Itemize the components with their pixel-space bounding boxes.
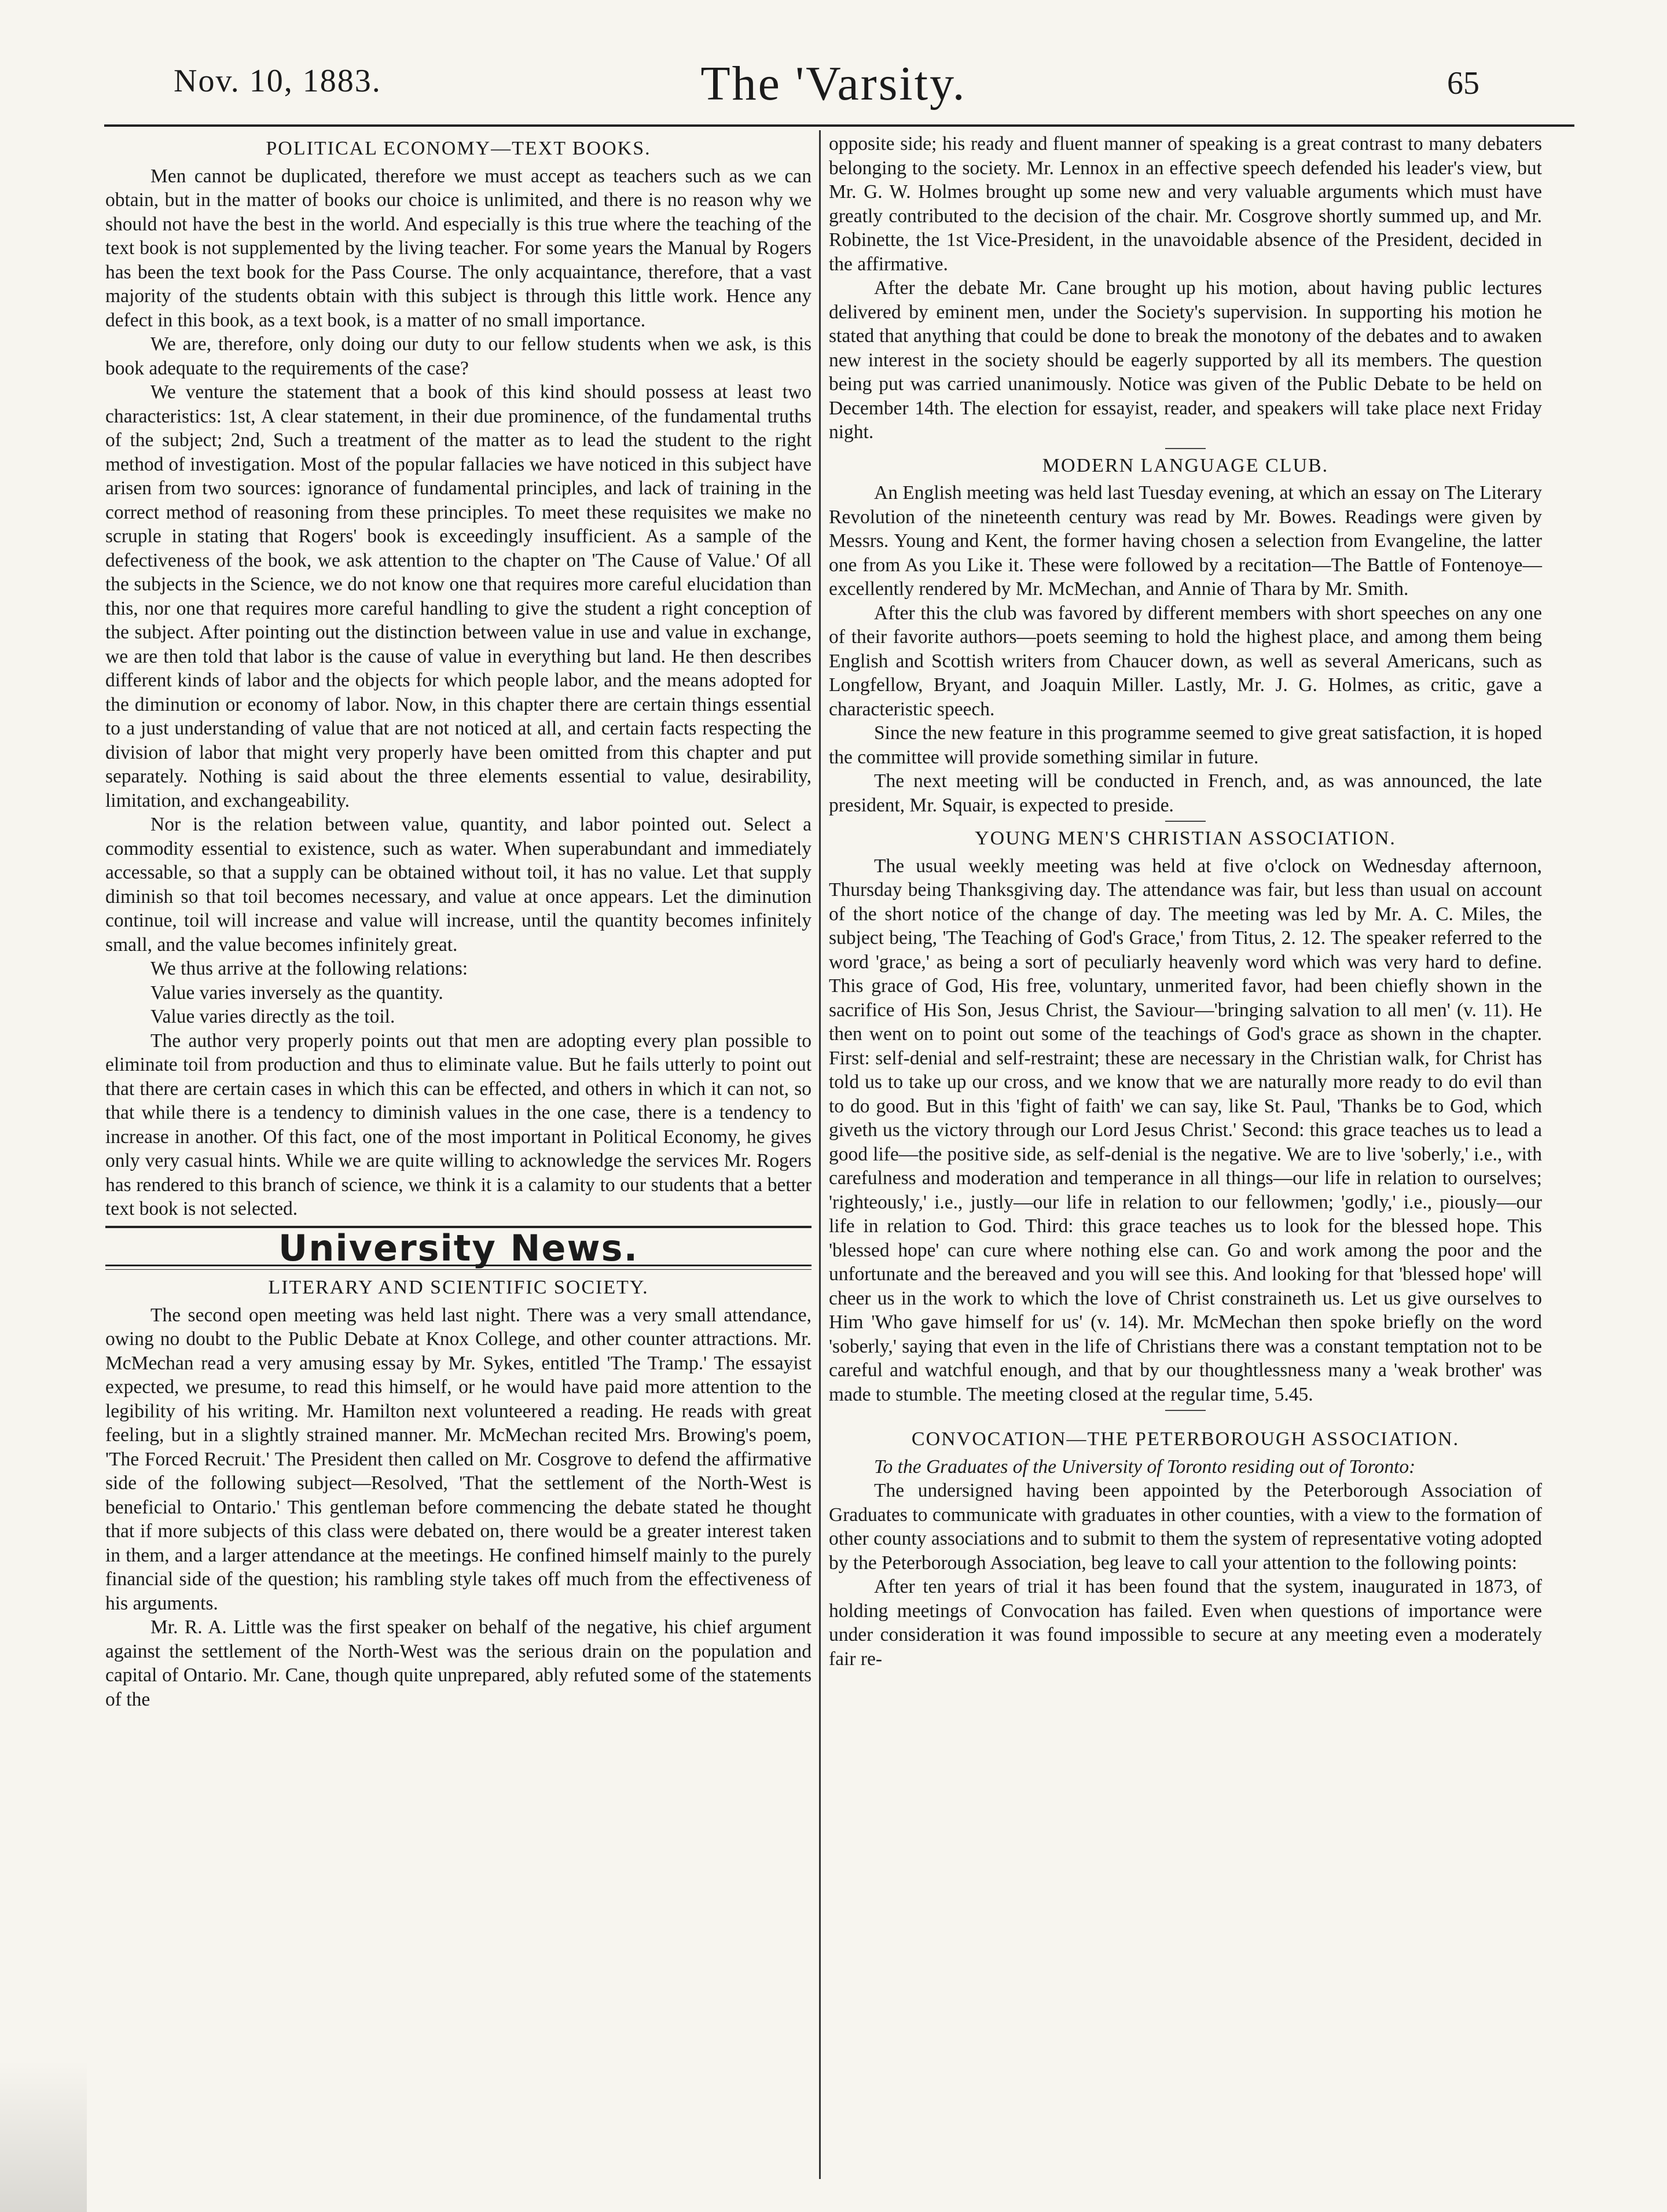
political-economy-heading: POLITICAL ECONOMY—TEXT BOOKS. <box>266 138 651 159</box>
salutation: To the Graduates of the University of Toronto residing out of Toronto: <box>874 1456 1416 1478</box>
modern-language-club-heading: MODERN LANGUAGE CLUB. <box>1042 454 1329 476</box>
article-paragraph: The next meeting will be conducted in French, and, as was announced, the late president, Mr. Squair, is expected to preside. <box>829 770 1542 816</box>
separator-rule <box>1165 821 1206 822</box>
convocation-heading: CONVOCATION—THE PETERBOROUGH ASSOCIATION. <box>911 1428 1460 1450</box>
article-paragraph: After this the club was favored by different members with short speeches on any one of their favorite authors—poets seeming to hold the highest place, and among them being English and Scottish writers from Chaucer down, as well as several Americans, such as Longfellow, Bryant, and Joaquin Miller. Lastly, Mr. J. G. Holmes, as critic, gave a characteristic speech. <box>829 602 1542 720</box>
article-paragraph: The undersigned having been appointed by the Peterborough Association of Graduates to communicate with graduates in other counties, with a view to the formation of other county associations and to submit to them the system of representative voting adopted by the Peterborough Association, beg leave to call your attention to the following points: <box>829 1480 1542 1574</box>
university-news-banner: University News. <box>278 1226 639 1269</box>
masthead <box>0 0 1667 133</box>
publication-title: The 'Varsity. <box>700 57 967 111</box>
relation-line: We thus arrive at the following relations: <box>150 958 468 979</box>
right-column <box>829 132 1542 1671</box>
separator-rule <box>1165 448 1206 449</box>
relation-line: Value varies inversely as the quantity. <box>150 982 443 1004</box>
article-paragraph: After ten years of trial it has been found that the system, inaugurated in 1873, of holding meetings of Convocation has failed. Even when questions of importance were under consideration it was found impossible to secure at any meeting even a moderately fair re- <box>829 1576 1542 1670</box>
article-paragraph: The second open meeting was held last night. There was a very small attendance, owing no doubt to the Public Debate at Knox College, and other counter attractions. Mr. McMechan read a very amusing essay by Mr. Sykes, entitled 'The Tramp.' The essayist expected, we presume, to read this himself, or he would have paid more attention to the legibility of his writing. Mr. Hamilton next volunteered a reading. He reads with great feeling, but in a slightly strained manner. Mr. McMechan recited Mrs. Browing's poem, 'The Forced Recruit.' The President then called on Mr. Cosgrove to defend the affirmative side of the following subject—Resolved, 'That the settlement of the North-West is beneficial to Ontario.' This gentleman before commencing the debate stated he thought that if more subjects of this class were debated on, there would be a greater interest taken in them, and a larger attendance at the meetings. He confined himself mainly to the purely financial side of the question; his rambling style takes off much from the effectiveness of his arguments. <box>105 1304 812 1614</box>
article-paragraph: The usual weekly meeting was held at five o'clock on Wednesday afternoon, Thursday being Thanksgiving day. The attendance was fair, but less than usual on account of the short notice of the change of day. The meeting was led by Mr. A. C. Miles, the subject being, 'The Teaching of God's Grace,' from Titus, 2. 12. The speaker referred to the word 'grace,' as being a sort of peculiarly heavenly word which was very hard to define. This grace of God, His free, voluntary, unmerited favor, had been chiefly shown in the sacrifice of His Son, Jesus Christ, the Saviour—'bringing salvation to all men' (v. 11). He then went on to point out some of the teachings of God's grace as shown in the chapter. First: self-denial and self-restraint; these are necessary in the Christian walk, for Christ has told us to take up our cross, and we know that we are naturally more ready to do evil than to do good. But in this 'fight of faith' we can say, like St. Paul, 'Thanks be to God, which giveth us the victory through our Lord Jesus Christ.' Second: this grace teaches us to lead a good life—the positive side, as self-denial is the negative. We are to live 'soberly,' i.e., with carefulness and moderation and temperance in all things—our life in relation to ourselves; 'righteously,' i.e., justly—our life in relation to our fellowmen; 'godly,' i.e., piously—our life in relation to God. Third: this grace teaches us to look for the blessed hope. This 'blessed hope' can cure where nothing else can. Go and work among the poor and the unfortunate and the bereaved and you will see this. And looking for that 'blessed hope' will cheer us in the work to which the love of Christ constraineth us. Let us give ourselves to Him 'Who gave himself for us' (v. 14). Mr. McMechan then spoke briefly on the word 'soberly,' saying that even in the life of Christians there was a constant temptation not to be careful and watchful enough, and that by our thoughtlessness many a 'weak brother' was made to stumble. The meeting closed at the regular time, 5.45. <box>829 855 1542 1405</box>
article-paragraph: We are, therefore, only doing our duty to our fellow students when we ask, is this book adequate to the requirements of the case? <box>105 333 812 379</box>
separator-rule <box>1165 1410 1206 1411</box>
article-paragraph: Nor is the relation between value, quantity, and labor pointed out. Select a commodity essential to existence, such as water. When superabundant and immediately accessable, so that a supply can be obtained without toil, it has no value. Let that supply diminish so that toil becomes necessary, and value at once appears. Let the diminution continue, toil will increase and value will increase, until the quantity becomes infinitely small, and the value becomes infinitely great. <box>105 814 812 956</box>
page-number: 65 <box>1447 65 1479 101</box>
article-paragraph: After the debate Mr. Cane brought up his motion, about having public lectures delivered by eminent men, under the Society's supervision. In supporting his motion he stated that anything that could be done to break the monotony of the debates and to awaken new interest in the society should be eagerly supported by all its members. The question being put was carried unanimously. Notice was given of the Public Debate to be held on December 14th. The election for essayist, reader, and speakers will take place next Friday night. <box>829 277 1542 443</box>
issue-date: Nov. 10, 1883. <box>174 63 381 99</box>
article-paragraph: We venture the statement that a book of this kind should possess at least two characteristics: 1st, A clear statement, in their due prominence, of the fundamental truths of the subject; 2nd, Such a treatment of the matter as to lead the student to the right method of investigation. Most of the popular fallacies we have noticed in this subject have arisen from two sources: ignorance of fundamental principles, and lack of training in the correct method of reasoning from these principles. To meet these requisites we make no scruple in stating that Rogers' book is exceedingly insufficient. As a sample of the defectiveness of the book, we ask attention to the chapter on 'The Cause of Value.' Of all the subjects in the Science, we do not know one that requires more careful elucidation than this, nor one that requires more careful handling to give the student a right conception of the subject. After pointing out the distinction between value in use and value in exchange, we are then told that labor is the cause of value in everything but land. He then describes different kinds of labor and the objects for which people labor, and the means adopted for the diminution or economy of labor. Now, in this chapter there are certain things essential to a just understanding of value that are not noticed at all, and certain facts respecting the division of labor that might very properly have been omitted from this chapter and put separately. Nothing is said about the three elements essential to value, desirability, limitation, and exchangeability. <box>105 381 812 811</box>
column-divider <box>819 130 821 2179</box>
relation-line: Value varies directly as the toil. <box>150 1006 395 1027</box>
article-paragraph: An English meeting was held last Tuesday evening, at which an essay on The Literary Revolution of the nineteenth century was read by Mr. Bowes. Readings were given by Messrs. Young and Kent, the former having chosen a selection from Evangeline, the latter one from As you Like it. These were followed by a recitation—The Battle of Fontenoye—excellently rendered by Mr. McMechan, and Annie of Thara by Mr. Smith. <box>829 482 1542 600</box>
page-edge-shadow <box>0 2060 87 2212</box>
literary-society-heading: LITERARY AND SCIENTIFIC SOCIETY. <box>268 1277 649 1298</box>
left-column <box>105 132 812 1711</box>
article-paragraph: Mr. R. A. Little was the first speaker on behalf of the negative, his chief argument against the settlement of the North-West was the serious drain on the population and capital of Ontario. Mr. Cane, though quite unprepared, ably refuted some of the statements of the <box>105 1616 812 1710</box>
article-paragraph: The author very properly points out that men are adopting every plan possible to eliminate toil from production and thus to eliminate value. But he fails utterly to point out that there are certain cases in which this can be effected, and others in which it can not, so that while there is a tendency to diminish values in the one case, there is a tendency to increase in another. Of this fact, one of the most important in Political Economy, he gives only very casual hints. While we are quite willing to acknowledge the services Mr. Rogers has rendered to this branch of science, we think it is a calamity to our students that a better text book is not selected. <box>105 1030 812 1219</box>
article-paragraph: opposite side; his ready and fluent manner of speaking is a great contrast to many debaters belonging to the society. Mr. Lennox in an effective speech defended his leader's view, but Mr. G. W. Holmes brought up some new and very valuable arguments which must have greatly contributed to the decision of the chair. Mr. Cosgrove shortly summed up, and Mr. Robinette, the 1st Vice-President, in the unavoidable absence of the President, decided in the affirmative. <box>829 133 1542 275</box>
article-paragraph: Men cannot be duplicated, therefore we must accept as teachers such as we can obtain, but in the matter of books our choice is unlimited, and there is no reason why we should not have the best in the world. And especially is this true where the teaching of the text book is not supplemented by the living teacher. For some years the Manual by Rogers has been the text book for the Pass Course. The only acquaintance, therefore, that a vast majority of the students obtain with this subject is through this little work. Hence any defect in this book, as a text book, is a matter of no small importance. <box>105 165 812 331</box>
masthead-rule <box>104 124 1574 127</box>
article-paragraph: Since the new feature in this programme seemed to give great satisfaction, it is hoped the committee will provide something similar in future. <box>829 722 1542 768</box>
ymca-heading: YOUNG MEN'S CHRISTIAN ASSOCIATION. <box>975 828 1396 849</box>
